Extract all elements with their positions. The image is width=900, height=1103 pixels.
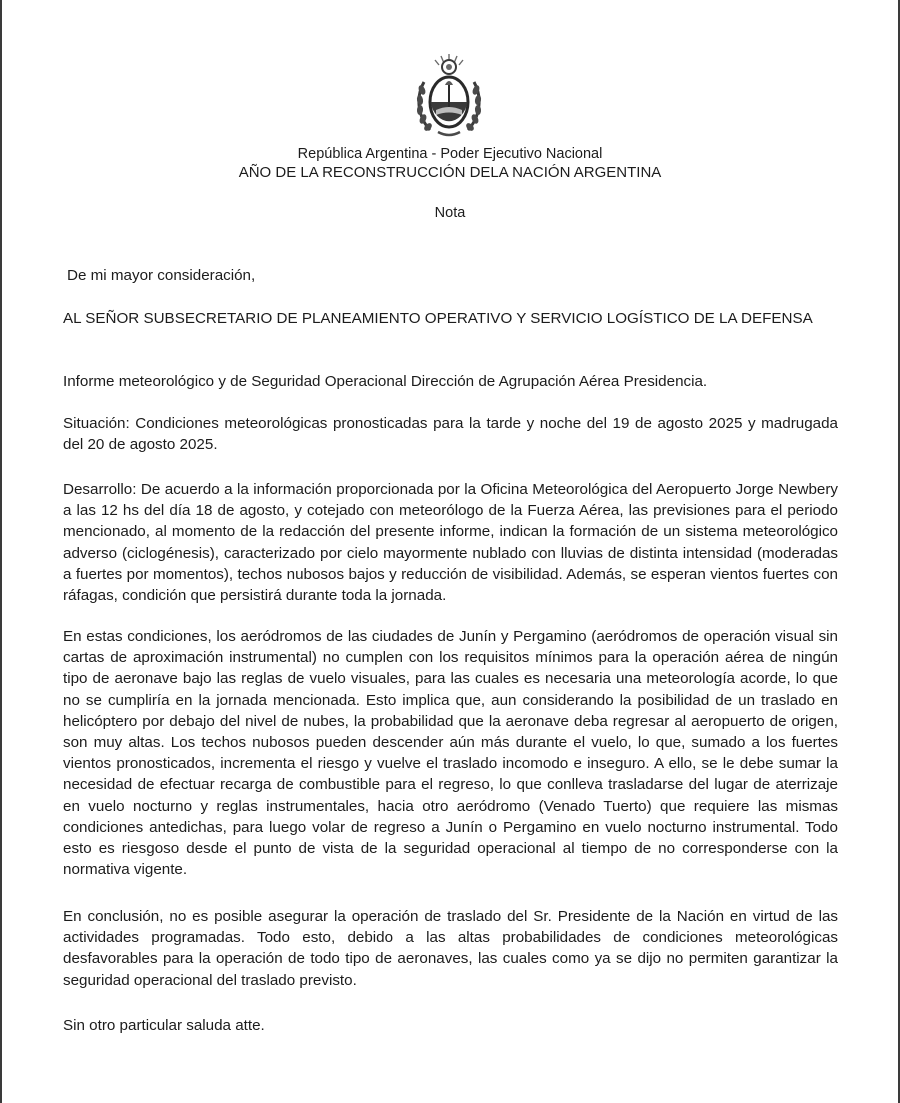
header-year-line: AÑO DE LA RECONSTRUCCIÓN DELA NACIÓN ARGENTINA xyxy=(238,164,662,181)
header-republic-line: República Argentina - Poder Ejecutivo Nacional xyxy=(297,146,603,162)
paragraph-situacion: Situación: Condiciones meteorológicas pronosticadas para la tarde y noche del 19 de agosto 2025 y madrugada del 20 de agosto 2025. xyxy=(63,415,838,454)
letter-recipient: AL SEÑOR SUBSECRETARIO DE PLANEAMIENTO OPERATIVO Y SERVICIO LOGÍSTICO DE LA DEFENSA xyxy=(63,310,813,327)
paragraph-conclusion: En conclusión, no es posible asegurar la operación de traslado del Sr. Presidente de la Nación en virtud de las actividades programadas. Todo esto, debido a las altas probabilidades de condiciones meteorológicas desfavorables para la operación de todo tipo de aeronaves, las cuales como ya se dijo no permiten garantizar la seguridad operacional del traslado previsto. xyxy=(63,908,838,989)
paragraph-condiciones: En estas condiciones, los aeródromos de las ciudades de Junín y Pergamino (aeródromos de operación visual sin cartas de aproximación instrumental) no cumplen con los requisitos mínimos para la operación aérea de ningún tipo de aeronave bajo las reglas de vuelo visuales, para las cuales es necesaria una meteorología acorde, lo que no se cumpliría en la jornada mencionada. Esto implica que, aun considerando la posibilidad de un traslado en helicóptero por debajo del nivel de nubes, la probabilidad que la aeronave deba regresar al aeropuerto de origen, son muy altas. Los techos nubosos pueden descender aún más durante el vuelo, lo que, sumado a los fuertes vientos pronosticados, incrementa el riesgo y vuelve el traslado incomodo e inseguro. A ello, se le debe sumar la necesidad de efectuar recarga de combustible para el regreso, lo que conlleva trasladarse del lugar de aterrizaje en vuelo nocturno y reglas instrumentales, hacia otro aeródromo (Venado Tuerto) que requiere las mismas condiciones antedichas, para luego volar de regreso a Junín o Pergamino en vuelo nocturno instrumental. Todo esto es riesgoso desde el punto de vista de la seguridad operacional al tiempo de no corresponderse con la normativa vigente. xyxy=(63,628,838,879)
document-type-label: Nota xyxy=(434,205,466,221)
paragraph-desarrollo: Desarrollo: De acuerdo a la información proporcionada por la Oficina Meteorológica del Aeropuerto Jorge Newbery a las 12 hs del día 18 de agosto, y cotejado con meteorólogo de la Fuerza Aérea, las previsiones para el periodo mencionado, al momento de la redacción del presente informe, indican la formación de un sistema meteorológico adverso (ciclogénesis), caracterizado por cielo mayormente nublado con lluvias de distinta intensidad (moderadas a fuertes por momentos), techos nubosos bajos y reducción de visibilidad. Además, se esperan vientos fuertes con ráfagas, condición que persistirá durante toda la jornada. xyxy=(63,481,838,605)
letter-greeting: De mi mayor consideración, xyxy=(67,267,256,284)
argentina-coat-of-arms-icon xyxy=(414,52,484,138)
letter-closing: Sin otro particular saluda atte. xyxy=(63,1017,265,1034)
letter-subject: Informe meteorológico y de Seguridad Operacional Dirección de Agrupación Aérea Presidencia. xyxy=(63,373,708,390)
